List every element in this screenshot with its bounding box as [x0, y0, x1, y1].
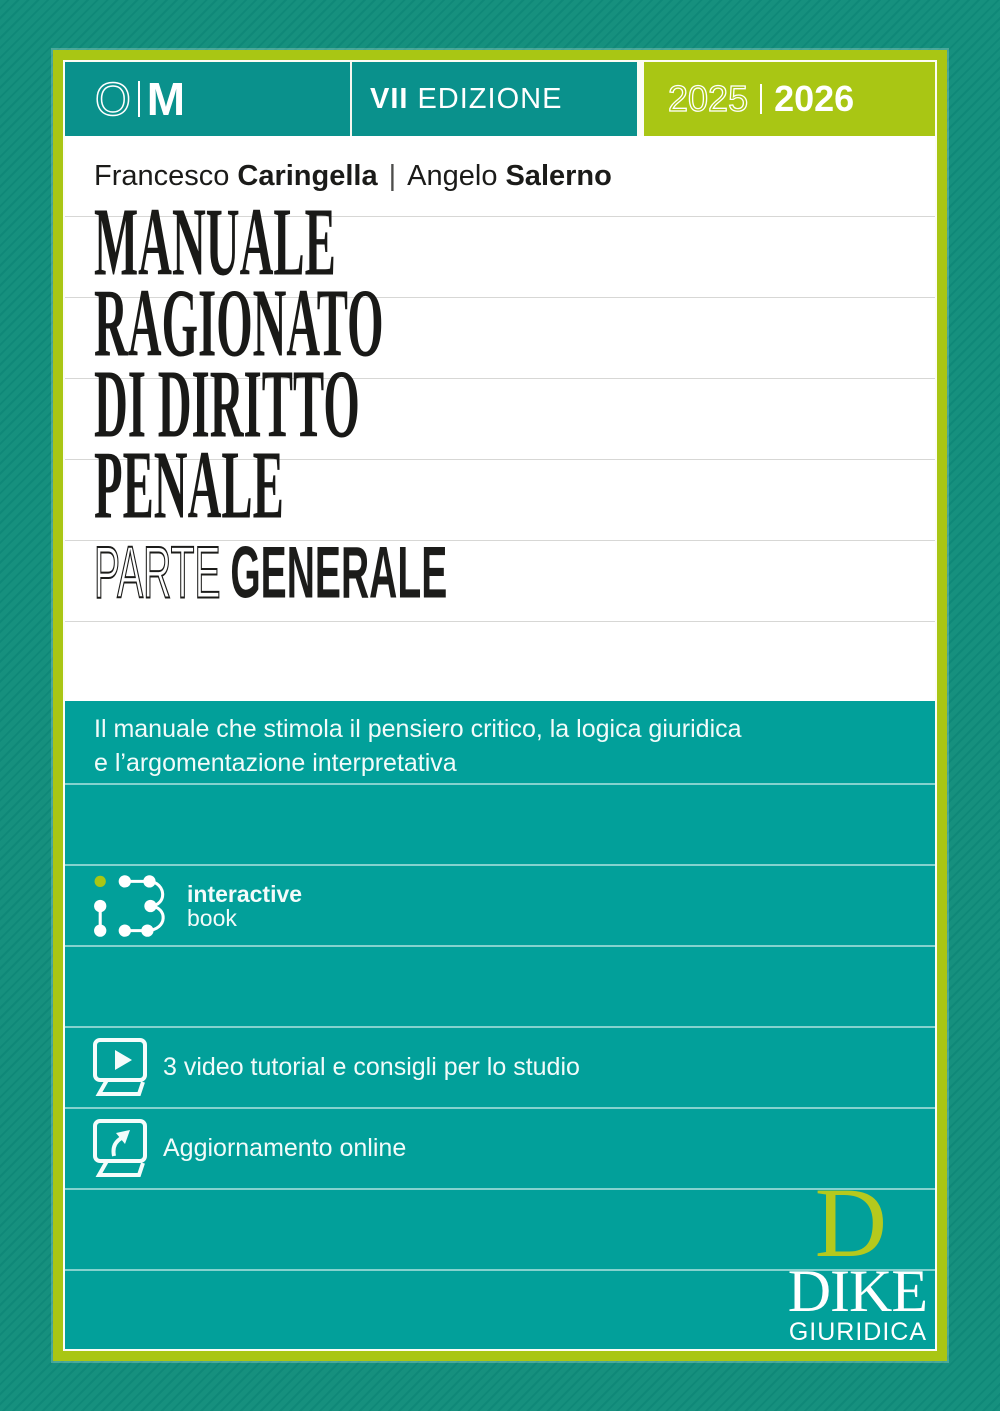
- tagline-line-2: e l’argomentazione interpretativa: [94, 749, 457, 777]
- subtitle-row: [65, 530, 935, 622]
- year-previous: 2025: [668, 78, 749, 119]
- update-online-icon: [92, 1118, 148, 1180]
- interactive-book-logo: [92, 872, 302, 940]
- interactive-word: interactive: [187, 880, 303, 907]
- interactive-book-icon: [92, 872, 172, 940]
- year-current: 2026: [774, 78, 855, 119]
- book-word: book: [187, 904, 237, 931]
- subtitle-light: PARTE: [94, 530, 221, 614]
- empty-teal-row: [65, 945, 935, 1026]
- year-divider-bar: [760, 84, 762, 114]
- video-tutorial-label: 3 video tutorial e consigli per lo studio: [163, 1053, 580, 1081]
- author2-last-name: Salerno: [505, 159, 612, 192]
- title-line-3: DI DIRITTO: [94, 349, 360, 459]
- dike-name: DIKE: [787, 1258, 927, 1324]
- title-line-2: RAGIONATO: [94, 268, 384, 378]
- interactive-book-label: [187, 882, 302, 930]
- om-divider-bar: [138, 81, 140, 117]
- authors-separator: |: [388, 159, 397, 192]
- title-row-4: [65, 430, 935, 541]
- subtitle-bold: GENERALE: [230, 530, 448, 614]
- om-logo: [95, 73, 186, 125]
- update-online-row: [65, 1107, 935, 1188]
- dike-initial: D: [814, 1167, 887, 1278]
- title-line-4: PENALE: [94, 430, 284, 540]
- om-letter-m: M: [146, 73, 186, 125]
- edition-section: [352, 62, 637, 136]
- book-cover-inner: [63, 60, 937, 1351]
- book-cover: [53, 50, 947, 1361]
- interactive-book-row: [65, 864, 935, 945]
- edition-number: VII: [370, 82, 409, 115]
- band-gap: [637, 62, 644, 136]
- om-logo-section: [65, 62, 352, 136]
- author2-first-name: Angelo: [407, 159, 498, 192]
- year-badge: [644, 62, 935, 136]
- edition-label: EDIZIONE: [417, 82, 563, 115]
- update-online-label: Aggiornamento online: [163, 1134, 407, 1162]
- tagline-banner: [65, 701, 935, 783]
- tagline-line-1: Il manuale che stimola il pensiero critico, la logica giuridica: [94, 715, 742, 743]
- video-tutorial-row: [65, 1026, 935, 1107]
- om-letter-o: O: [95, 73, 131, 125]
- blank-ruled-row: [65, 622, 935, 701]
- video-tutorial-icon: [92, 1037, 148, 1099]
- title-line-1: MANUALE: [94, 187, 336, 297]
- author1-last-name: Caringella: [237, 159, 378, 192]
- dike-tagline: GIURIDICA: [788, 1318, 927, 1346]
- empty-teal-row: [65, 783, 935, 864]
- author1-first-name: Francesco: [94, 159, 230, 192]
- dike-logo: [787, 1167, 927, 1346]
- subtitle: [94, 530, 448, 614]
- header-band: [65, 62, 935, 136]
- teal-panel: [65, 701, 935, 1349]
